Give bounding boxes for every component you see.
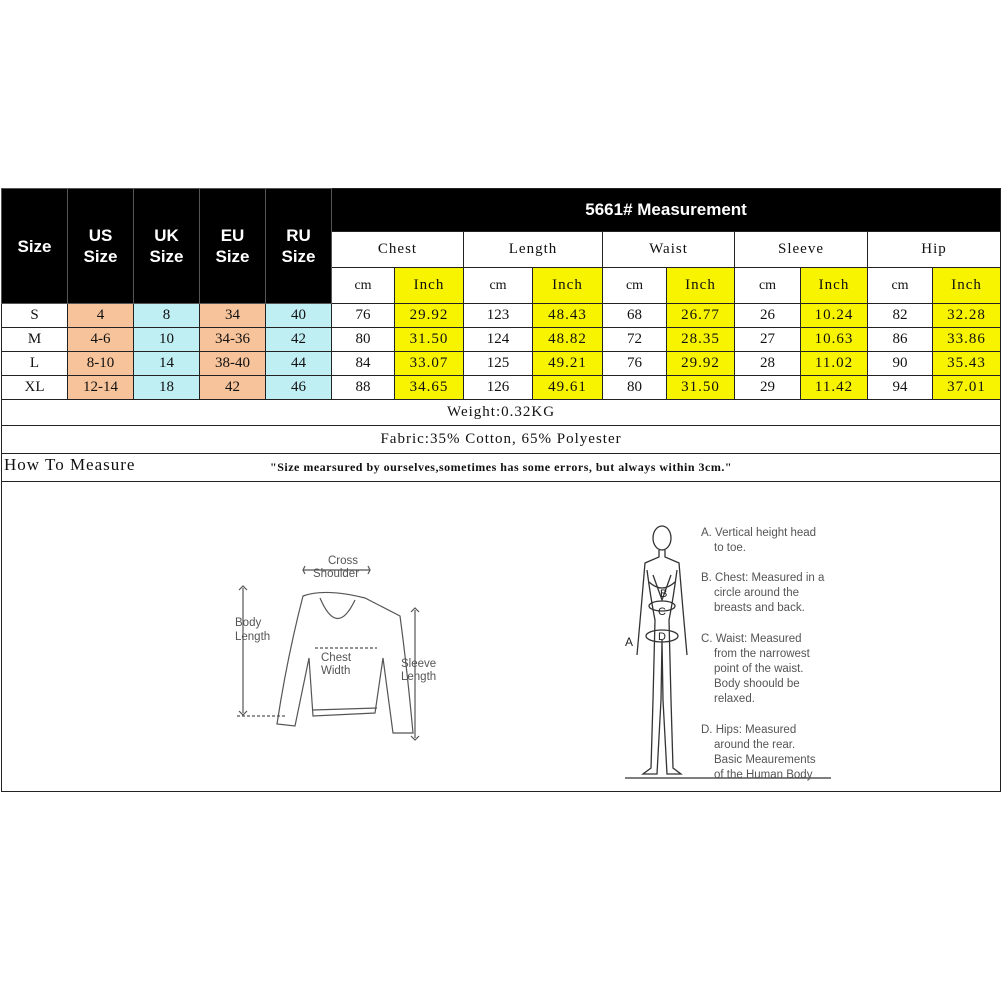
us-cell: 12-14 [68, 376, 134, 400]
body-note-line: circle around the [714, 587, 800, 599]
body-notes [701, 527, 825, 781]
sleeve-cm-cell: 28 [735, 352, 801, 376]
ru-cell: 46 [266, 376, 332, 400]
hip-inch-cell: 35.43 [933, 352, 1001, 376]
svg-text:Width [321, 665, 350, 677]
group-header-chest: Chest [332, 232, 464, 268]
unit-cm-length: cm [464, 268, 533, 304]
chest-width-label-2: Width [321, 665, 351, 677]
waist-inch-cell: 31.50 [667, 376, 735, 400]
svg-text:Body [235, 617, 261, 629]
svg-text:C [658, 606, 666, 618]
table-row [2, 376, 1001, 400]
chest-inch-cell: 34.65 [395, 376, 464, 400]
chest-cm-cell: 88 [332, 376, 395, 400]
body-note-line: A. Vertical height head [701, 527, 817, 539]
group-header-hip: Hip [868, 232, 1001, 268]
hip-cm-cell: 94 [868, 376, 933, 400]
body-note-line: around the rear. [714, 739, 796, 751]
body-note-line: to toe. [714, 542, 746, 554]
how-to-measure-section [2, 482, 1001, 792]
unit-inch-waist: Inch [667, 268, 735, 304]
length-inch-cell: 48.43 [533, 304, 603, 328]
waist-cm-cell: 76 [603, 352, 667, 376]
table-row [2, 352, 1001, 376]
eu-size-header: EU Size [200, 189, 266, 304]
table-row [2, 328, 1001, 352]
unit-inch-hip: Inch [933, 268, 1001, 304]
measurement-title: 5661# Measurement [332, 189, 1001, 232]
body-note-line: of the Human Body [714, 769, 813, 781]
group-header-waist: Waist [603, 232, 735, 268]
group-header-sleeve: Sleeve [735, 232, 868, 268]
uk-cell: 10 [134, 328, 200, 352]
svg-text:D [658, 631, 666, 643]
eu-cell: 34-36 [200, 328, 266, 352]
sleeve-cm-cell: 26 [735, 304, 801, 328]
size-cell: L [2, 352, 68, 376]
sleeve-inch-cell: 11.02 [801, 352, 868, 376]
letter-c: C [658, 606, 666, 618]
ru-size-header: RU Size [266, 189, 332, 304]
letter-d: D [658, 631, 666, 643]
sleeve-inch-cell: 11.42 [801, 376, 868, 400]
eu-cell: 42 [200, 376, 266, 400]
body-diagram [615, 520, 845, 792]
garment-diagram [225, 548, 450, 743]
size-chart [1, 188, 1000, 810]
body-note-line: breasts and back. [714, 602, 805, 614]
svg-text:Sleeve [401, 658, 436, 670]
sleeve-inch-cell: 10.24 [801, 304, 868, 328]
chest-inch-cell: 29.92 [395, 304, 464, 328]
svg-text:B [660, 588, 667, 600]
body-note-line: C. Waist: Measured [701, 633, 802, 645]
letter-b: B [660, 588, 668, 600]
hip-inch-cell: 33.86 [933, 328, 1001, 352]
waist-cm-cell: 72 [603, 328, 667, 352]
how-to-measure-label: How To Measure [4, 455, 136, 474]
unit-inch-chest: Inch [395, 268, 464, 304]
us-cell: 4 [68, 304, 134, 328]
body-note-line: relaxed. [714, 693, 755, 705]
svg-text:Chest [321, 652, 352, 664]
body-note-line: B. Chest: Measured in a [701, 572, 825, 584]
sleeve-length-label-1: Sleeve [401, 658, 437, 670]
length-cm-cell: 126 [464, 376, 533, 400]
eu-cell: 38-40 [200, 352, 266, 376]
chest-cm-cell: 76 [332, 304, 395, 328]
hip-inch-cell: 32.28 [933, 304, 1001, 328]
chest-width-label-1: Chest [321, 652, 352, 664]
length-inch-cell: 49.21 [533, 352, 603, 376]
ru-cell: 44 [266, 352, 332, 376]
unit-cm-chest: cm [332, 268, 395, 304]
measurement-note: "Size mearsured by ourselves,sometimes has some errors, but always within 3cm." [2, 454, 1001, 482]
uk-cell: 8 [134, 304, 200, 328]
body-note-line: from the narrowest [714, 648, 810, 660]
length-cm-cell: 123 [464, 304, 533, 328]
waist-cm-cell: 68 [603, 304, 667, 328]
svg-text:Length [235, 631, 270, 643]
chest-inch-cell: 33.07 [395, 352, 464, 376]
unit-cm-sleeve: cm [735, 268, 801, 304]
group-header-length: Length [464, 232, 603, 268]
hip-cm-cell: 90 [868, 352, 933, 376]
hip-cm-cell: 82 [868, 304, 933, 328]
ru-cell: 40 [266, 304, 332, 328]
body-length-label-2: Length [235, 631, 271, 643]
length-inch-cell: 49.61 [533, 376, 603, 400]
us-size-header: US Size [68, 189, 134, 304]
hip-inch-cell: 37.01 [933, 376, 1001, 400]
uk-size-header: UK Size [134, 189, 200, 304]
uk-cell: 14 [134, 352, 200, 376]
fabric-info: Fabric:35% Cotton, 65% Polyester [2, 426, 1001, 454]
body-note-line: D. Hips: Measured [701, 724, 797, 736]
us-cell: 8-10 [68, 352, 134, 376]
length-inch-cell: 48.82 [533, 328, 603, 352]
unit-cm-waist: cm [603, 268, 667, 304]
size-cell: S [2, 304, 68, 328]
cross-shoulder-label-1: Cross [328, 555, 359, 567]
sleeve-cm-cell: 29 [735, 376, 801, 400]
waist-cm-cell: 80 [603, 376, 667, 400]
hip-cm-cell: 86 [868, 328, 933, 352]
svg-text:A [625, 635, 633, 649]
sleeve-length-label-2: Length [401, 671, 437, 683]
body-note-line: point of the waist. [714, 663, 804, 675]
body-note-line: Basic Meaurements [714, 754, 816, 766]
body-length-label-1: Body [235, 617, 262, 629]
sleeve-cm-cell: 27 [735, 328, 801, 352]
size-cell: XL [2, 376, 68, 400]
eu-cell: 34 [200, 304, 266, 328]
svg-text:Shoulder [313, 568, 359, 580]
weight-info: Weight:0.32KG [2, 400, 1001, 426]
waist-inch-cell: 29.92 [667, 352, 735, 376]
chest-cm-cell: 84 [332, 352, 395, 376]
chest-cm-cell: 80 [332, 328, 395, 352]
uk-cell: 18 [134, 376, 200, 400]
chest-inch-cell: 31.50 [395, 328, 464, 352]
size-table [1, 188, 1001, 792]
size-header: Size [2, 189, 68, 304]
sleeve-inch-cell: 10.63 [801, 328, 868, 352]
waist-inch-cell: 28.35 [667, 328, 735, 352]
svg-text:Length [401, 671, 436, 683]
unit-inch-sleeve: Inch [801, 268, 868, 304]
body-note-line: Body shoould be [714, 678, 800, 690]
us-cell: 4-6 [68, 328, 134, 352]
svg-text:Cross [328, 555, 358, 567]
table-row [2, 304, 1001, 328]
ru-cell: 42 [266, 328, 332, 352]
unit-inch-length: Inch [533, 268, 603, 304]
cross-shoulder-label-2: Shoulder [313, 568, 360, 580]
length-cm-cell: 125 [464, 352, 533, 376]
letter-a: A [625, 635, 634, 649]
unit-cm-hip: cm [868, 268, 933, 304]
size-cell: M [2, 328, 68, 352]
length-cm-cell: 124 [464, 328, 533, 352]
waist-inch-cell: 26.77 [667, 304, 735, 328]
